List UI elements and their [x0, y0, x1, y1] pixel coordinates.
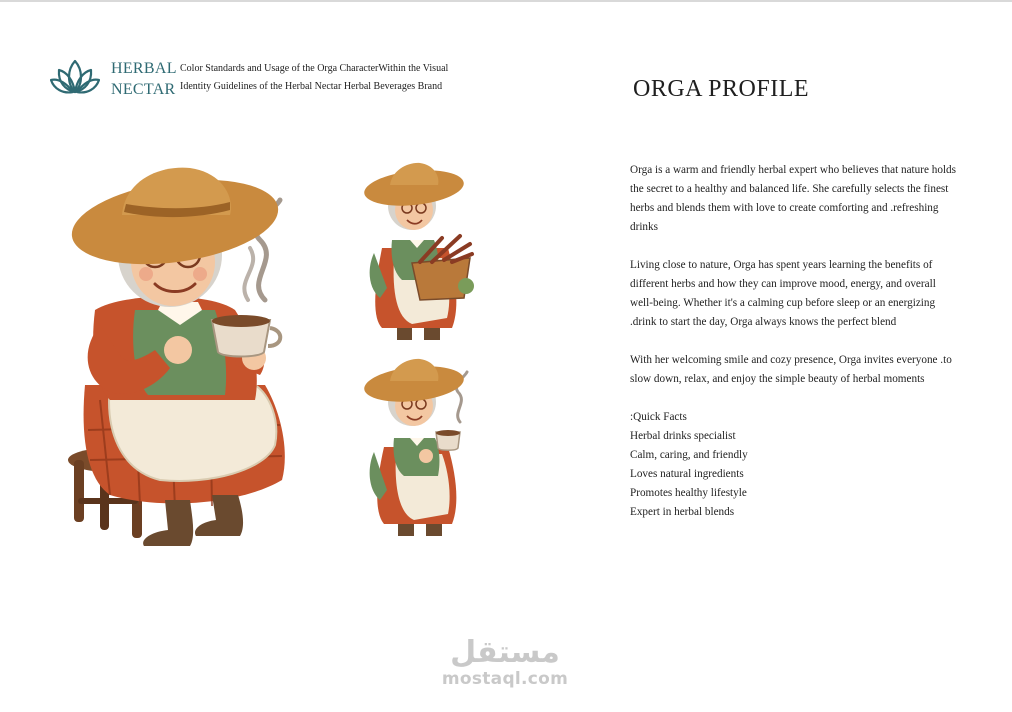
mostaql-watermark [440, 636, 570, 688]
brand-description [180, 60, 480, 96]
quick-fact-item: Loves natural ingredients [630, 468, 744, 480]
quick-fact-item: Expert in herbal blends [630, 506, 735, 518]
watermark-domain: mostaql.com [441, 669, 569, 689]
brand-description-line2: Identity Guidelines of the Herbal Nectar Herbal Beverages Brand [180, 81, 443, 92]
profile-paragraph-1: Orga is a warm and friendly herbal expert who believes that nature holds the secret to a healthy and balanced life. She carefully selects the finest herbs and blends them with love to create comforting and .refreshing drinks [630, 164, 956, 233]
quick-facts-title: :Quick Facts [630, 411, 687, 423]
lotus-logo-icon [50, 56, 100, 96]
page-title: ORGA PROFILE [633, 76, 810, 103]
profile-text [630, 161, 960, 522]
brand-name [111, 58, 177, 100]
orga-cup-illustration [352, 352, 482, 542]
profile-paragraph-2: Living close to nature, Orga has spent years learning the benefits of different herbs and how they can improve mood, energy, and overall well-being. Whether it's a calming cup before sleep or an energizing .drink to start the day, Orga always knows the perfect blend [630, 259, 936, 328]
orga-basket-illustration [352, 158, 482, 348]
brand-name-line2: NECTAR [111, 81, 176, 98]
brand-description-line1: Color Standards and Usage of the Orga CharacterWithin the Visual [180, 63, 449, 74]
quick-fact-item: Promotes healthy lifestyle [630, 487, 747, 499]
quick-fact-item: Calm, caring, and friendly [630, 449, 748, 461]
watermark-arabic: مستقل [450, 635, 560, 670]
quick-facts-list [630, 427, 960, 522]
profile-paragraph-3: With her welcoming smile and cozy presence, Orga invites everyone .to slow down, relax, and enjoy the simple beauty of herbal moments [630, 354, 952, 385]
orga-seated-illustration [40, 160, 300, 550]
brand-name-line1: HERBAL [111, 60, 177, 77]
top-divider [0, 0, 1012, 2]
quick-fact-item: Herbal drinks specialist [630, 430, 736, 442]
